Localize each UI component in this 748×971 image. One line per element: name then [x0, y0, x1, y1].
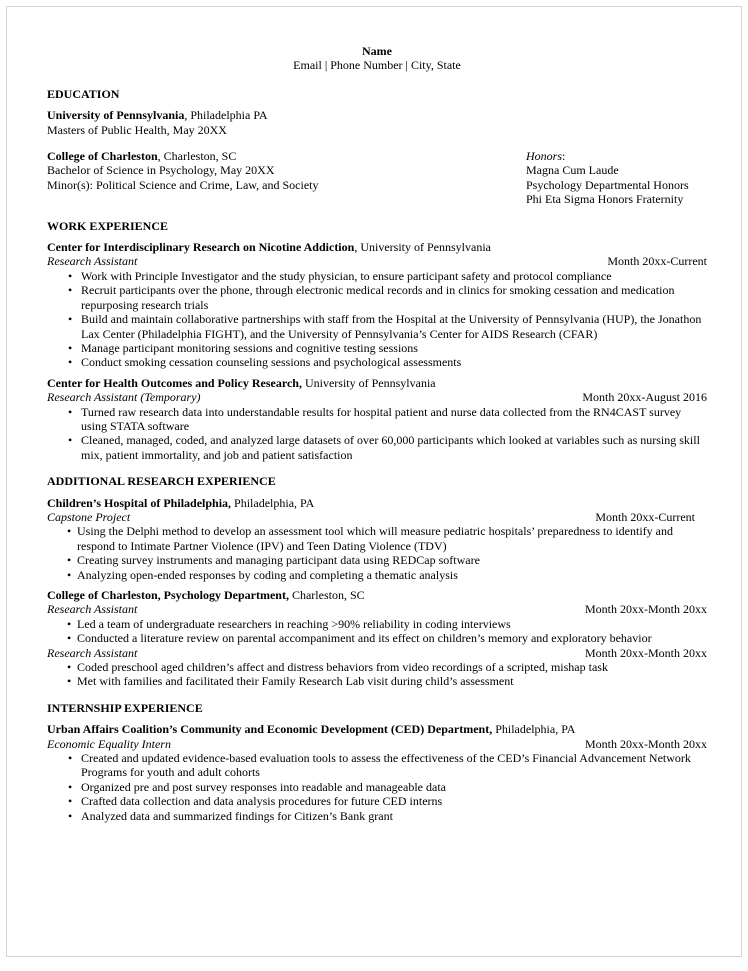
- org-name: Center for Health Outcomes and Policy Research,: [47, 375, 302, 390]
- bullet-item: • Creating survey instruments and managing participant data using REDCap software: [47, 553, 707, 567]
- bullet-item: • Coded preschool aged children’s affect and distress behaviors from video recordings of a scripted, mishap task: [47, 660, 707, 674]
- bullet-item: • Crafted data collection and data analysis procedures for future CED interns: [47, 794, 707, 808]
- org-location: Philadelphia, PA: [492, 722, 576, 737]
- document-page: [6, 6, 742, 957]
- work-entry-2: [47, 376, 707, 462]
- section-title-internship: INTERNSHIP EXPERIENCE: [47, 700, 203, 715]
- school-name: University of Pennsylvania: [47, 108, 185, 123]
- role-title: Capstone Project: [47, 509, 131, 524]
- bullet-item: • Created and updated evidence-based evaluation tools to assess the effectiveness of the CED’s Financial Advancement Network Programs for youth and adult cohorts: [47, 751, 707, 780]
- bullet-item: • Using the Delphi method to develop an assessment tool which will measure pediatric hospitals’ preparedness to identify and respond to Intimate Partner Violence (IPV) and Teen Dating Violence (TDV): [47, 524, 707, 553]
- role-dates: Month 20xx-Month 20xx: [584, 645, 707, 660]
- bullet-list: [47, 617, 707, 646]
- school-name: College of Charleston: [47, 149, 158, 164]
- honors-label: Honors: [526, 149, 563, 164]
- section-title-research: ADDITIONAL RESEARCH EXPERIENCE: [47, 474, 276, 489]
- section-title-work: WORK EXPERIENCE: [47, 218, 169, 233]
- school-location: , Charleston, SC: [157, 149, 237, 164]
- school-degree: Masters of Public Health, May 20XX: [47, 122, 227, 137]
- honors-list: Honors: Magna Cum Laude Psychology Departmental Honors Phi Eta Sigma Honors Fraternity: [526, 149, 707, 207]
- org-location: University of Pennsylvania: [301, 375, 436, 390]
- education-school-2: [47, 149, 707, 207]
- bullet-item: • Analyzing open-ended responses by coding and completing a thematic analysis: [47, 568, 707, 582]
- role-title: Research Assistant: [47, 602, 138, 617]
- honor-item: Phi Eta Sigma Honors Fraternity: [526, 192, 684, 207]
- bullet-list: [47, 660, 707, 689]
- org-location: , University of Pennsylvania: [354, 240, 491, 255]
- school-degree: Bachelor of Science in Psychology, May 20XX: [47, 163, 275, 178]
- section-title-education: EDUCATION: [47, 86, 120, 101]
- honor-item: Psychology Departmental Honors: [526, 177, 689, 192]
- role-title: Economic Equality Intern: [47, 736, 171, 751]
- contact-line: Email | Phone Number | City, State: [293, 58, 461, 73]
- school-location: , Philadelphia PA: [184, 108, 268, 123]
- internship-entry: [47, 722, 707, 823]
- org-name: College of Charleston, Psychology Department,: [47, 588, 289, 602]
- bullet-list: [47, 524, 707, 582]
- bullet-item: • Turned raw research data into understandable results for hospital patient and nurse data collected from the RN4CAST survey using STATA software: [47, 405, 707, 434]
- resume-name: Name: [362, 44, 392, 58]
- org-name: Center for Interdisciplinary Research on Nicotine Addiction: [47, 240, 355, 255]
- research-entry-2: [47, 588, 707, 689]
- role-title: Research Assistant: [47, 254, 138, 269]
- bullet-item: • Met with families and facilitated their Family Research Lab visit during child’s assessment: [47, 674, 707, 688]
- org-name: Urban Affairs Coalition’s Community and Economic Development (CED) Department,: [47, 722, 493, 737]
- bullet-item: • Work with Principle Investigator and the study physician, to ensure participant safety and protocol compliance: [47, 269, 707, 283]
- work-entry-1: [47, 240, 707, 370]
- bullet-item: • Cleaned, managed, coded, and analyzed large datasets of over 60,000 participants which looked at variables such as nursing skill mix, patient immortality, and job and patient satisfaction: [47, 433, 707, 462]
- bullet-item: • Conduct smoking cessation counseling sessions and psychological assessments: [47, 355, 707, 369]
- resume-content: [47, 44, 707, 823]
- bullet-item: • Led a team of undergraduate researchers in reaching >90% reliability in coding interviews: [47, 617, 707, 631]
- role-dates: Month 20xx-Current: [607, 254, 707, 269]
- research-entry-1: [47, 496, 707, 582]
- role-dates: Month 20xx-Current: [595, 509, 695, 524]
- bullet-list: [47, 405, 707, 463]
- honor-item: Magna Cum Laude: [526, 163, 619, 178]
- bullet-item: • Recruit participants over the phone, through electronic medical records and in clinics for smoking cessation and medication repurposing research trials: [47, 283, 707, 312]
- school-minor: Minor(s): Political Science and Crime, Law, and Society: [47, 177, 319, 192]
- bullet-item: • Manage participant monitoring sessions and cognitive testing sessions: [47, 341, 707, 355]
- bullet-item: • Analyzed data and summarized findings for Citizen’s Bank grant: [47, 809, 707, 823]
- bullet-item: • Organized pre and post survey responses into readable and manageable data: [47, 780, 707, 794]
- bullet-item: • Build and maintain collaborative partnerships with staff from the Hospital at the University of Pennsylvania (HUP), the Jonathon Lax Center (Philadelphia FIGHT), and the University of Pennsylvania’s Center for AIDS Research (CFAR): [47, 312, 707, 341]
- bullet-list: [47, 751, 707, 823]
- role-dates: Month 20xx-Month 20xx: [584, 602, 707, 617]
- role-title: Research Assistant (Temporary): [47, 390, 201, 405]
- org-location: Philadelphia, PA: [231, 495, 315, 510]
- education-school-1: [47, 108, 707, 137]
- role-title: Research Assistant: [47, 645, 138, 660]
- org-location: Charleston, SC: [288, 588, 365, 602]
- bullet-list: [47, 269, 707, 370]
- role-dates: Month 20xx-Month 20xx: [584, 736, 707, 751]
- role-dates: Month 20xx-August 2016: [582, 390, 707, 405]
- bullet-item: • Conducted a literature review on parental accompaniment and its effect on children’s memory and exploratory behavior: [47, 631, 707, 645]
- org-name: Children’s Hospital of Philadelphia,: [47, 495, 232, 510]
